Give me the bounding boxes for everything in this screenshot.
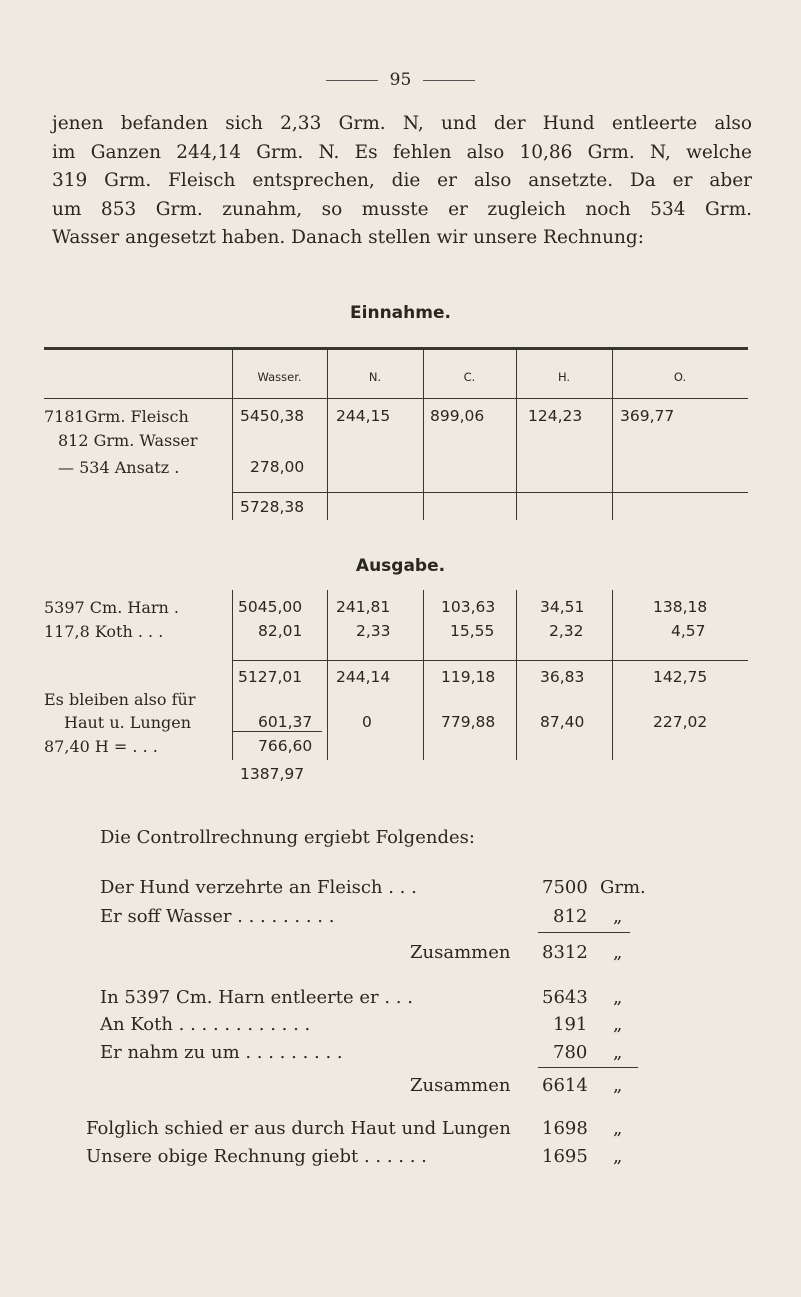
row-label: 7181Grm. Fleisch <box>44 407 189 426</box>
row-label: Haut u. Lungen <box>64 713 192 732</box>
control-value: 7500 <box>542 877 588 898</box>
einnahme-heading: Einnahme. <box>350 303 451 323</box>
value-cell: 779,88 <box>441 713 496 731</box>
row-label: 117,8 Koth . . . <box>44 622 164 641</box>
control-label: Zusammen <box>410 942 511 963</box>
value-cell: 87,40 <box>540 713 585 731</box>
sum-cell: 1387,97 <box>240 765 305 783</box>
control-unit: „ <box>613 1146 623 1167</box>
value-cell: 2,33 <box>356 622 391 640</box>
value-cell: 899,06 <box>430 407 485 425</box>
control-unit: Grm. <box>600 877 646 898</box>
sum-cell: 5127,01 <box>238 668 303 686</box>
value-cell: 34,51 <box>540 598 585 616</box>
row-label: Es bleiben also für <box>44 690 196 709</box>
control-value: 1695 <box>542 1146 588 1167</box>
control-value: 780 <box>553 1042 588 1063</box>
value-cell: 138,18 <box>653 598 708 616</box>
control-unit: „ <box>613 1014 623 1035</box>
row-label: 812 Grm. Wasser <box>58 431 198 450</box>
control-label: Zusammen <box>410 1075 511 1096</box>
control-value: 812 <box>553 906 588 927</box>
value-cell: 2,32 <box>549 622 584 640</box>
control-value: 5643 <box>542 987 588 1008</box>
sum-cell: 119,18 <box>441 668 496 686</box>
control-value: 1698 <box>542 1118 588 1139</box>
ausgabe-heading: Ausgabe. <box>355 556 446 576</box>
control-label: In 5397 Cm. Harn entleerte er . . . <box>100 987 413 1008</box>
control-unit: „ <box>613 942 623 963</box>
col-rule <box>612 590 613 760</box>
dash-left <box>326 80 378 81</box>
sum-cell: 5728,38 <box>240 498 305 516</box>
paragraph-line: jenen befanden sich 2,33 Grm. N, und der Hund entleerte also <box>52 113 752 134</box>
sum-cell: 244,14 <box>336 668 391 686</box>
page-number-text: 95 <box>389 70 412 90</box>
value-cell: 5450,38 <box>240 407 305 425</box>
paragraph-line: 319 Grm. Fleisch entsprechen, die er also ansetzte. Da er aber <box>52 170 752 191</box>
paragraph-line: im Ganzen 244,14 Grm. N. Es fehlen also 10,86 Grm. N, welche <box>52 141 752 163</box>
row-label: 5397 Cm. Harn . <box>44 598 180 617</box>
control-unit: „ <box>613 987 623 1008</box>
col-rule <box>423 590 424 760</box>
paragraph-line: Wasser angesetzt haben. Danach stellen wir unsere Rechnung: <box>52 227 644 248</box>
sum-cell: 36,83 <box>540 668 585 686</box>
einnahme-sum-rule <box>232 492 748 493</box>
col-rule <box>516 590 517 760</box>
control-label: Folglich schied er aus durch Haut und Lungen <box>86 1118 511 1139</box>
control-unit: „ <box>613 1118 623 1139</box>
control-unit: „ <box>613 906 623 927</box>
row-label: — 534 Ansatz . <box>58 458 180 477</box>
value-cell: 766,60 <box>258 737 313 755</box>
intro-paragraph <box>52 110 752 253</box>
col-rule <box>232 590 233 760</box>
header-h: H. <box>557 370 571 384</box>
page-number <box>0 70 801 90</box>
header-c: C. <box>463 370 476 384</box>
control-sum-rule <box>538 932 630 933</box>
value-cell: 278,00 <box>250 458 305 476</box>
value-cell: 0 <box>362 713 372 731</box>
control-label: Er nahm zu um . . . . . . . . . <box>100 1042 343 1063</box>
control-value: 8312 <box>542 942 588 963</box>
ausgabe-sum-rule <box>232 660 748 661</box>
value-cell: 82,01 <box>258 622 303 640</box>
col-rule <box>327 590 328 760</box>
dash-right <box>423 80 475 81</box>
header-n: N. <box>368 370 382 384</box>
control-heading: Die Controllrechnung ergiebt Folgendes: <box>100 827 475 848</box>
header-wasser: Wasser. <box>257 370 302 384</box>
value-cell: 241,81 <box>336 598 391 616</box>
wasser-sum-rule <box>232 731 322 732</box>
value-cell: 4,57 <box>671 622 706 640</box>
control-unit: „ <box>613 1075 623 1096</box>
control-value: 6614 <box>542 1075 588 1096</box>
header-o: O. <box>673 370 687 384</box>
row-label: 87,40 H = . . . <box>44 737 158 756</box>
value-cell: 227,02 <box>653 713 708 731</box>
paragraph-line: um 853 Grm. zunahm, so musste er zugleich noch 534 Grm. <box>52 198 752 220</box>
value-cell: 244,15 <box>336 407 391 425</box>
control-label: Er soff Wasser . . . . . . . . . <box>100 906 335 927</box>
control-unit: „ <box>613 1042 623 1063</box>
control-value: 191 <box>553 1014 588 1035</box>
value-cell: 103,63 <box>441 598 496 616</box>
control-label: An Koth . . . . . . . . . . . . <box>100 1014 311 1035</box>
value-cell: 369,77 <box>620 407 675 425</box>
value-cell: 5045,00 <box>238 598 303 616</box>
control-label: Unsere obige Rechnung giebt . . . . . . <box>86 1146 427 1167</box>
value-cell: 124,23 <box>528 407 583 425</box>
table-top-rule <box>44 347 748 350</box>
header-rule <box>44 398 748 399</box>
value-cell: 601,37 <box>258 713 313 731</box>
control-sum-rule <box>538 1067 638 1068</box>
sum-cell: 142,75 <box>653 668 708 686</box>
control-label: Der Hund verzehrte an Fleisch . . . <box>100 877 417 898</box>
value-cell: 15,55 <box>450 622 495 640</box>
